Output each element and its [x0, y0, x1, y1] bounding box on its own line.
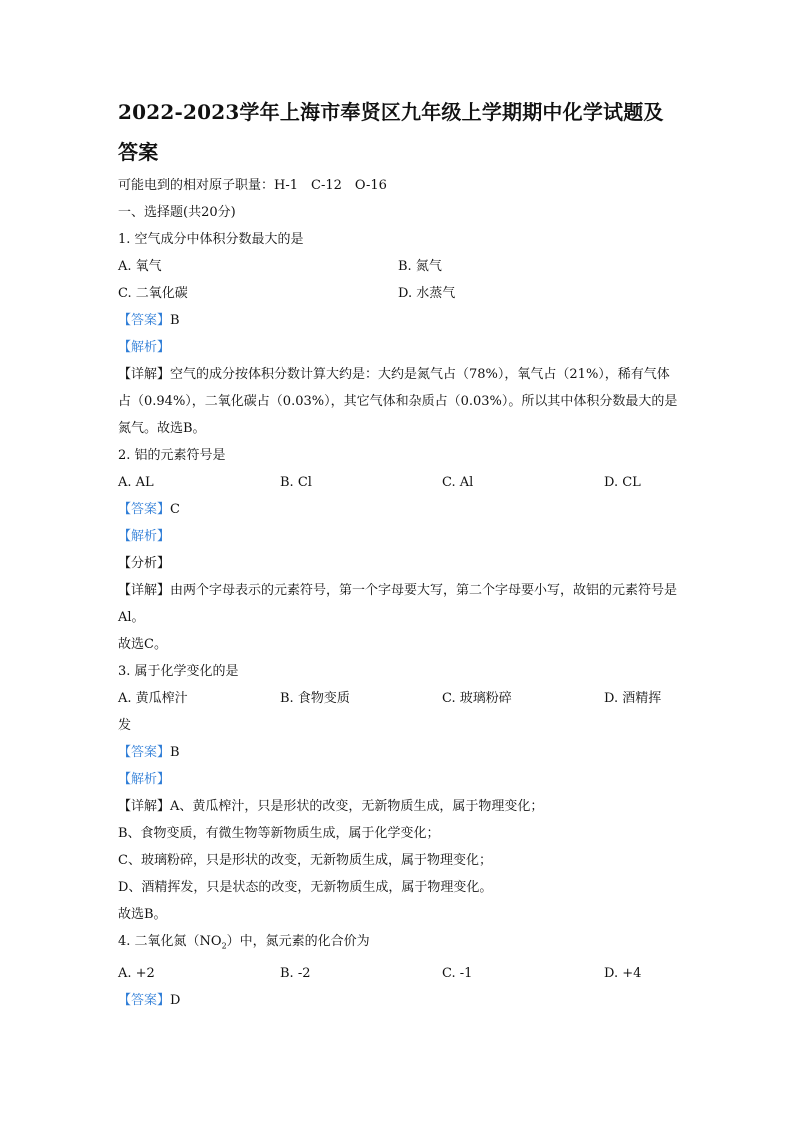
q1-option-b: B. 氮气 — [398, 259, 442, 274]
doc-title-line1: 2022-2023学年上海市奉贤区九年级上学期期中化学试题及 — [118, 100, 664, 124]
q2-conclusion: 故选C。 — [118, 637, 167, 652]
q3-analysis-tag — [118, 766, 678, 793]
q1-analysis-tag — [118, 334, 678, 361]
q2-analysis-tag — [118, 523, 678, 550]
detail-tag: 【详解】 — [118, 367, 171, 382]
q4-option-a: A. +2 — [118, 965, 155, 981]
q2-option-a: A. AL — [118, 475, 154, 490]
q4-answer — [118, 987, 678, 1014]
q4-option-c: C. -1 — [442, 965, 473, 981]
analysis-tag: 【解析】 — [118, 340, 171, 355]
q2-fenxi-tag: 【分析】 — [118, 556, 171, 571]
q2-stem: 2. 铝的元素符号是 — [118, 448, 226, 463]
q3-detail-c: C、玻璃粉碎，只是形状的改变，无新物质生成，属于物理变化； — [118, 853, 492, 868]
analysis-tag: 【解析】 — [118, 772, 171, 787]
document-page — [118, 92, 678, 1014]
q3-options — [118, 685, 678, 712]
q1-option-d: D. 水蒸气 — [398, 286, 456, 301]
section-heading: 一、选择题(共20分) — [118, 205, 236, 220]
q2-answer — [118, 496, 678, 523]
q2-options — [118, 469, 678, 496]
q3-answer — [118, 739, 678, 766]
q2-detail — [118, 577, 678, 631]
q3-option-d: D. 酒精挥 — [604, 691, 662, 706]
q1-detail — [118, 361, 678, 442]
q1-answer-value: B — [170, 313, 180, 328]
answer-tag: 【答案】 — [118, 502, 171, 517]
q3-detail-a — [118, 793, 678, 820]
q1-options-row1 — [118, 253, 678, 280]
q3-detail-b: B、食物变质，有微生物等新物质生成，属于化学变化； — [118, 826, 440, 841]
q1-detail-text: 空气的成分按体积分数计算大约是：大约是氮气占（78%），氧气占（21%），稀有气体占（0.94%），二氧化碳占（0.03%），其它气体和杂质占（0.03%）。所以其中体积分数最大的是氮气。故选B。 — [118, 367, 678, 436]
q4-option-b: B. -2 — [280, 965, 311, 981]
q4-answer-value: D — [170, 992, 181, 1008]
q1-options-row2 — [118, 280, 678, 307]
q2-detail-text: 由两个字母表示的元素符号，第一个字母要大写，第二个字母要小写，故铝的元素符号是Al。 — [118, 583, 678, 625]
answer-tag: 【答案】 — [118, 313, 171, 328]
q3-option-b: B. 食物变质 — [280, 691, 350, 706]
q3-option-c: C. 玻璃粉碎 — [442, 691, 512, 706]
q3-option-wrap: 发 — [118, 718, 132, 733]
q3-answer-value: B — [170, 745, 180, 760]
q3-option-a: A. 黄瓜榨汁 — [118, 691, 188, 706]
answer-tag: 【答案】 — [118, 745, 171, 760]
q4-stem-pre: 4. 二氧化氮（NO — [118, 934, 222, 949]
q1-answer — [118, 307, 678, 334]
q4-stem — [118, 928, 678, 960]
q2-answer-value: C — [170, 502, 180, 517]
q4-stem-post: ）中，氮元素的化合价为 — [226, 934, 370, 949]
q2-option-d: D. CL — [604, 475, 641, 490]
q3-detail-a-text: A、黄瓜榨汁，只是形状的改变，无新物质生成，属于物理变化； — [170, 799, 544, 814]
q1-stem: 1. 空气成分中体积分数最大的是 — [118, 232, 304, 247]
q2-option-c: C. Al — [442, 475, 474, 490]
q2-option-b: B. Cl — [280, 475, 312, 490]
detail-tag: 【详解】 — [118, 583, 171, 598]
q3-conclusion: 故选B。 — [118, 907, 167, 922]
detail-tag: 【详解】 — [118, 799, 171, 814]
atomic-mass-note: 可能电到的相对原子职量：H-1 C-12 O-16 — [118, 178, 387, 193]
answer-tag: 【答案】 — [118, 992, 171, 1008]
q1-option-a: A. 氧气 — [118, 259, 162, 274]
q4-stem-sub: 2 — [221, 941, 227, 951]
q1-option-c: C. 二氧化碳 — [118, 286, 188, 301]
analysis-tag: 【解析】 — [118, 529, 171, 544]
q3-stem: 3. 属于化学变化的是 — [118, 664, 239, 679]
q3-detail-d: D、酒精挥发，只是状态的改变，无新物质生成，属于物理变化。 — [118, 880, 493, 895]
q4-options — [118, 960, 678, 987]
doc-title-line2: 答案 — [118, 140, 159, 164]
q4-option-d: D. +4 — [604, 965, 642, 981]
